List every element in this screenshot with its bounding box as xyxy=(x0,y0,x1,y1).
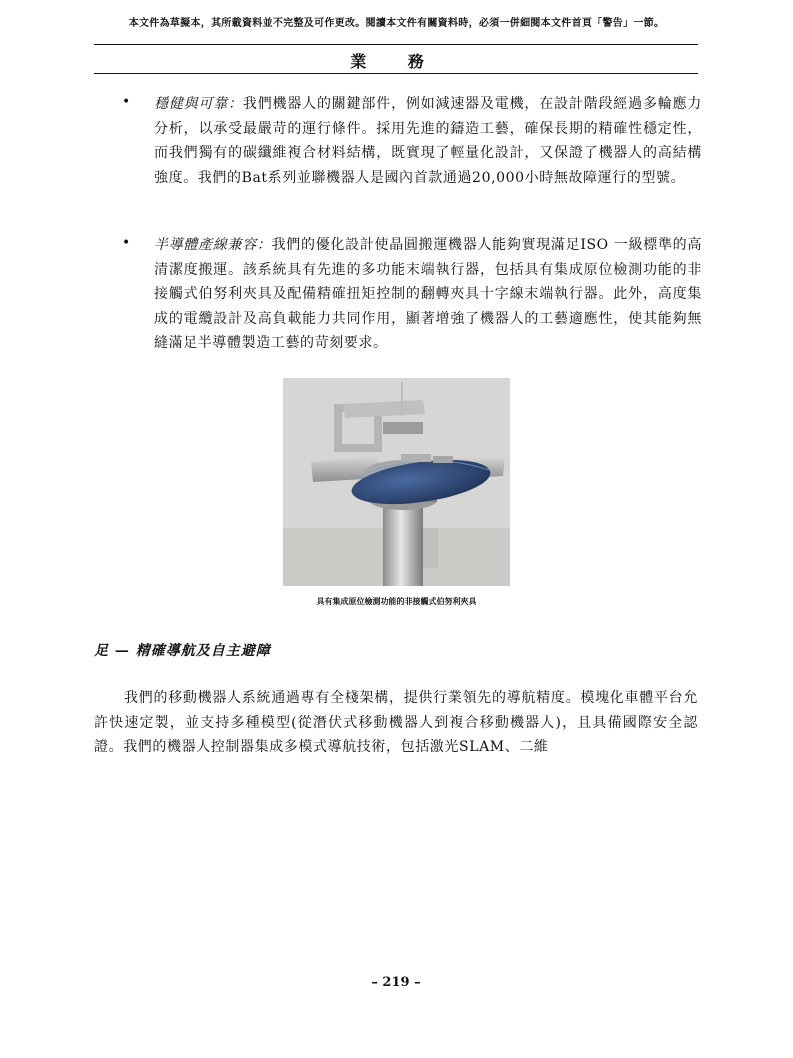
bullet-body: 我們機器人的關鍵部件，例如減速器及電機，在設計階段經過多輪應力分析，以承受最嚴苛的運行條件。採用先進的鑄造工藝，確保長期的精確性穩定性，而我們獨有的碳纖維複合材料結構，既實現了輕量化設計，又保證了機器人的高結構強度。我們的Bat系列並聯機器人是國內首款通過20,000小時無故障運行的型號。 xyxy=(154,96,702,186)
bullet-dot-icon: • xyxy=(122,235,131,251)
bullet-text xyxy=(154,92,702,190)
bullet-body: 我們的優化設計使晶圓搬運機器人能夠實現滿足ISO 一級標準的高清潔度搬運。該系統具有先進的多功能末端執行器，包括具有集成原位檢測功能的非接觸式伯努利夾具及配備精確扭矩控制的翻轉夾具十字線末端執行器。此外，高度集成的電纜設計及高負載能力共同作用，顯著增強了機器人的工藝適應性，使其能夠無縫滿足半導體製造工藝的苛刻要求。 xyxy=(154,237,702,351)
draft-notice: 本文件為草擬本，其所載資料並不完整及可作更改。閱讀本文件有關資料時，必須一併細閱本文件首頁「警告」一節。 xyxy=(128,18,665,29)
header-rule-top xyxy=(94,44,698,45)
bullet-term: 半導體產線兼容： xyxy=(154,237,272,253)
bullet-term: 穩健與可靠： xyxy=(154,96,243,112)
bullet-dot-icon: • xyxy=(122,94,131,110)
page-number: – 219 – xyxy=(371,975,421,990)
gripper-illustration xyxy=(283,378,510,586)
bullet-text xyxy=(154,233,702,356)
header-rule-bottom xyxy=(94,73,698,74)
section-title: 業 務 xyxy=(350,52,442,71)
figure-caption: 具有集成原位檢測功能的非接觸式伯努利夾具 xyxy=(316,596,477,606)
section-subheading: 足 — 精確導航及自主避障 xyxy=(94,643,271,659)
body-paragraph: 我們的移動機器人系統通過專有全棧架構，提供行業領先的導航精度。模塊化車體平台允許快速定製，並支持多種模型(從潛伏式移動機器人到複合移動機器人)，且具備國際安全認證。我們的機器人控制器集成多模式導航技術，包括激光SLAM、二維 xyxy=(94,690,698,755)
gripper-photo xyxy=(283,378,510,586)
